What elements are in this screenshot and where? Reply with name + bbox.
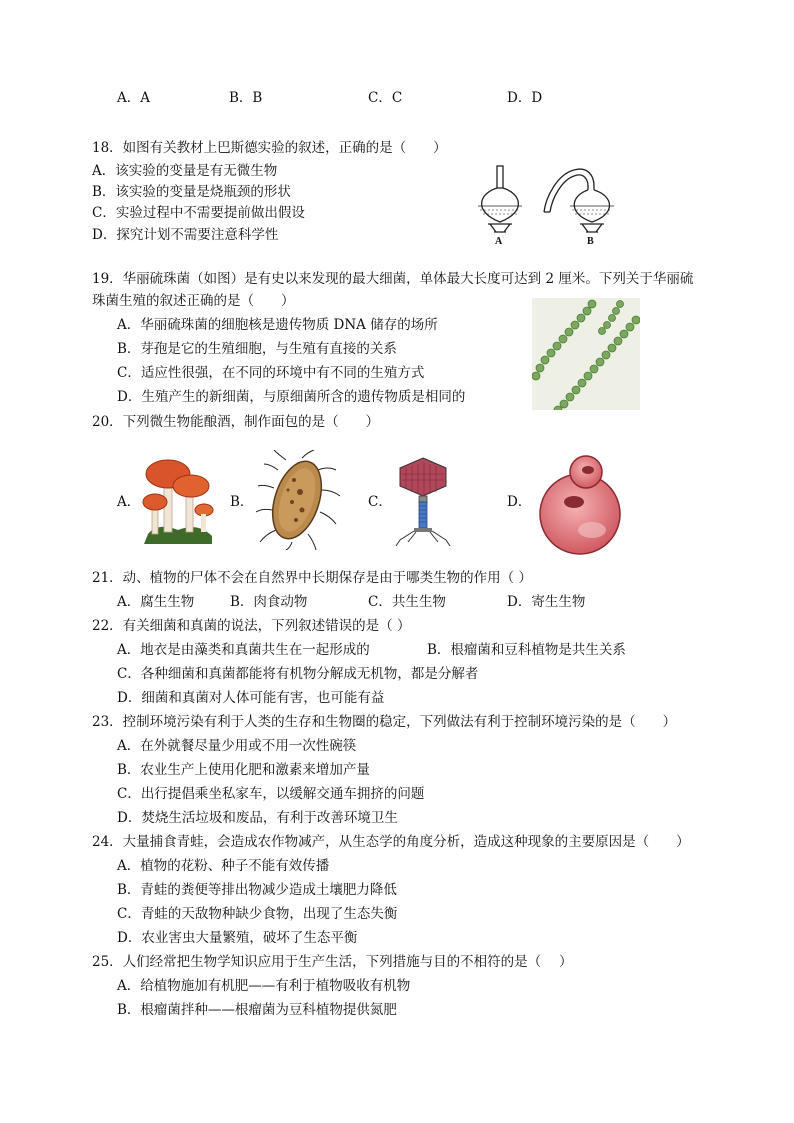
q21-option-b: B．肉食动物: [230, 594, 308, 610]
q22-stem: 22．有关细菌和真菌的说法，下列叙述错误的是（ ）: [92, 618, 411, 634]
q17-option-a: A．A: [117, 90, 150, 106]
q21-option-a: A．腐生生物: [117, 594, 195, 610]
q20-label-d: D．: [507, 494, 532, 510]
q21-stem: 21．动、植物的尸体不会在自然界中长期保存是由于哪类生物的作用（ ）: [92, 570, 532, 586]
q19-option-b: B．芽孢是它的生殖细胞，与生殖有直接的关系: [117, 341, 397, 357]
thiomargarita-bacteria-chain-image: [532, 298, 640, 410]
q20-label-c: C．: [368, 494, 392, 510]
flask-a-label: A: [495, 236, 503, 247]
q24-option-c: C．青蛙的天敌物种缺少食物，出现了生态失衡: [117, 906, 398, 922]
q22-option-d: D．细菌和真菌对人体可能有害，也可能有益: [117, 690, 385, 706]
q19-stem-line1: 19．华丽硫珠菌（如图）是有史以来发现的最大细菌，单体最大长度可达到 2 厘米。下列关于华丽硫: [92, 271, 694, 287]
yeast-image: [530, 452, 630, 556]
q21-option-d: D．寄生生物: [507, 594, 586, 610]
q22-option-a: A．地衣是由藻类和真菌共生在一起形成的: [117, 642, 370, 658]
q18-option-d: D．探究计划不需要注意科学性: [92, 227, 279, 243]
q19-stem-line2: 珠菌生殖的叙述正确的是（ ）: [92, 293, 295, 309]
q17-option-d: D．D: [507, 90, 543, 106]
bacteriophage-image: [392, 456, 454, 546]
mushroom-image: [138, 452, 218, 544]
q22-option-c: C．各种细菌和真菌都能将有机物分解成无机物，都是分解者: [117, 666, 479, 682]
q20-label-a: A．: [117, 494, 141, 510]
q18-option-c: C．实验过程中不需要提前做出假设: [92, 205, 305, 221]
q19-option-c: C．适应性很强，在不同的环境中有不同的生殖方式: [117, 365, 425, 381]
q24-stem: 24．大量捕食青蛙，会造成农作物减产，从生态学的角度分析，造成这种现象的主要原因是（ ）: [92, 834, 690, 850]
q24-option-a: A．植物的花粉、种子不能有效传播: [117, 858, 330, 874]
q17-option-c: C．C: [368, 90, 403, 106]
q24-option-b: B．青蛙的粪便等排出物减少造成土壤肥力降低: [117, 882, 397, 898]
q23-option-a: A．在外就餐尽量少用或不用一次性碗筷: [117, 738, 357, 754]
q23-stem: 23．控制环境污染有利于人类的生存和生物圈的稳定，下列做法有利于控制环境污染的是（ ）: [92, 714, 677, 730]
q23-option-d: D．焚烧生活垃圾和废品，有利于改善环境卫生: [117, 810, 398, 826]
q20-stem: 20．下列微生物能酿酒，制作面包的是（ ）: [92, 414, 380, 430]
q18-stem: 18．如图有关教材上巴斯德实验的叙述，正确的是（ ）: [92, 140, 447, 156]
q23-option-c: C．出行提倡乘坐私家车，以缓解交通车拥挤的问题: [117, 786, 425, 802]
q21-option-c: C．共生生物: [368, 594, 446, 610]
q22-option-b: B．根瘤菌和豆科植物是共生关系: [427, 642, 626, 658]
q18-option-a: A．该实验的变量是有无微生物: [92, 163, 278, 179]
q20-label-b: B．: [230, 494, 254, 510]
bacterium-image: [256, 450, 340, 550]
q25-option-a: A．给植物施加有机肥——有利于植物吸收有机物: [117, 978, 411, 994]
q19-option-a: A．华丽硫珠菌的细胞核是遗传物质 DNA 储存的场所: [117, 317, 438, 333]
flask-b: [544, 169, 614, 232]
q25-option-b: B．根瘤菌拌种——根瘤菌为豆科植物提供氮肥: [117, 1002, 397, 1018]
flask-b-label: B: [587, 236, 594, 247]
q19-option-d: D．生殖产生的新细菌，与原细菌所含的遗传物质是相同的: [117, 389, 466, 405]
pasteur-flask-figure: [470, 160, 635, 250]
q18-option-b: B．该实验的变量是烧瓶颈的形状: [92, 184, 291, 200]
q24-option-d: D．农业害虫大量繁殖，破坏了生态平衡: [117, 930, 358, 946]
q23-option-b: B．农业生产上使用化肥和激素来增加产量: [117, 762, 370, 778]
q17-option-b: B．B: [229, 90, 263, 106]
flask-a: [478, 166, 522, 232]
q25-stem: 25．人们经常把生物学知识应用于生产生活，下列措施与目的不相符的是（ ）: [92, 954, 573, 970]
